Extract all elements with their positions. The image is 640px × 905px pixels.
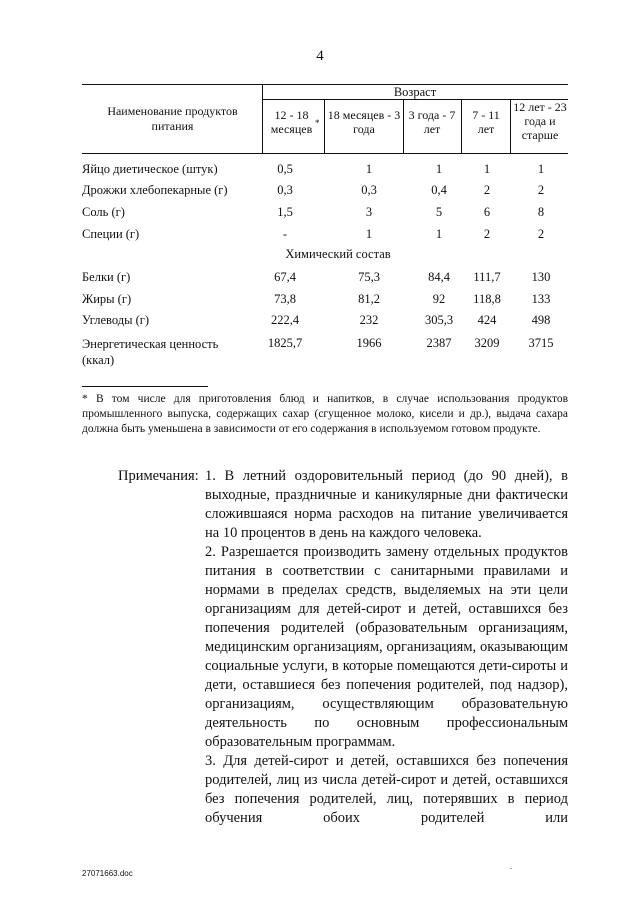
cell: 222,4 [270, 313, 300, 327]
table-row [82, 205, 568, 223]
cell: 0,3 [277, 183, 293, 197]
page-number: 4 [316, 48, 324, 64]
cell: 81,2 [358, 292, 380, 306]
header-age-group: 3 года - 7 лет [408, 108, 456, 136]
cell: 2 [483, 183, 491, 197]
cell: 2 [483, 227, 491, 241]
cell: 1966 [356, 336, 382, 350]
cell: 111,7 [473, 270, 501, 284]
row-name: Специи (г) [82, 227, 140, 241]
cell: 1 [365, 227, 373, 241]
column-divider [403, 99, 404, 153]
cell: 0,4 [431, 183, 447, 197]
cell: 0,5 [277, 162, 293, 176]
cell: 5 [435, 205, 443, 219]
header-age-group: 12 - 18 месяцев [270, 108, 313, 136]
cell: 498 [531, 313, 551, 327]
row-name: Углеводы (г) [82, 313, 150, 327]
corner-mark: . [510, 862, 512, 871]
column-divider [324, 99, 325, 153]
row-name: Белки (г) [82, 270, 131, 284]
note-item: 3. Для детей-сирот и детей, оставшихся без попечения родителей, лиц из числа детей-сирот и детей, оставшихся без попечения родителей, лиц, потерявших в период обучения обоих родителей или [205, 753, 568, 826]
cell: 6 [483, 205, 491, 219]
cell: 8 [537, 205, 545, 219]
cell: 305,3 [424, 313, 454, 327]
table-row [82, 336, 568, 370]
cell: 1 [483, 162, 491, 176]
cell: 2 [537, 227, 545, 241]
cell: 3715 [528, 336, 554, 350]
cell: 133 [531, 292, 551, 306]
cell: 0,3 [361, 183, 377, 197]
cell: 92 [432, 292, 446, 306]
notes-label: Примечания: [118, 468, 199, 484]
header-age-group: 12 лет - 23 года и старше [513, 100, 567, 142]
document-code: 27071663.doc [82, 869, 133, 878]
cell: 130 [531, 270, 551, 284]
column-divider [461, 99, 462, 153]
notes-list [205, 467, 568, 828]
section-title: Химический состав [285, 247, 391, 261]
cell: 3 [365, 205, 373, 219]
cell: - [282, 227, 288, 241]
row-name: Яйцо диетическое (штук) [82, 162, 218, 176]
row-name: Соль (г) [82, 205, 125, 219]
note-item: 1. В летний оздоровительный период (до 90 дней), в выходные, праздничные и каникулярные дни фактически сложившаяся норма расходов на питание увеличивается на 10 процентов в день на каждого человека. [205, 468, 568, 541]
cell: 75,3 [358, 270, 380, 284]
footnote: * В том числе для приготовления блюд и напитков, в случае использования продуктов промышленного выпуска, содержащих сахар (сгущенное молоко, кисели и др.), выдача сахара должна быть уменьшена в зависимости от его содержания в используемом готовом продукте. [82, 393, 568, 435]
cell: 2 [537, 183, 545, 197]
cell: 1 [435, 227, 443, 241]
cell: 1,5 [277, 205, 293, 219]
cell: 84,4 [428, 270, 450, 284]
header-product-name: Наименование продуктов питания [107, 104, 238, 133]
row-name: Дрожжи хлебопекарные (г) [82, 183, 228, 197]
footnote-marker: * [315, 118, 320, 128]
footnote-separator [82, 386, 208, 387]
table-row [82, 227, 568, 245]
table-row [82, 162, 568, 180]
header-age: Возраст [393, 85, 437, 99]
table-header-bottom-rule [82, 153, 568, 154]
cell: 1825,7 [267, 336, 303, 350]
cell: 73,8 [274, 292, 296, 306]
note-item: 2. Разрешается производить замену отдельных продуктов питания в соответствии с санитарными правилами и нормами в пределах средств, выделяемых на эти цели организациям для детей-сирот и детей, оставшихся без попечения родителей (образовательным организациям, медицинским организациям, организациям, оказывающим социальные услуги, в которые помещаются дети-сироты и дети, оставшиеся без попечения родителей, под надзор), организациям, осуществляющим образовательную деятельность по основным профессиональным образовательным программам. [205, 544, 568, 750]
table-row [82, 292, 568, 310]
cell: 3209 [474, 336, 500, 350]
cell: 232 [359, 313, 379, 327]
header-age-group: 18 месяцев - 3 года [327, 108, 401, 136]
header-age-group: 7 - 11 лет [472, 108, 500, 136]
cell: 118,8 [473, 292, 501, 306]
cell: 424 [477, 313, 497, 327]
cell: 1 [435, 162, 443, 176]
row-name: Жиры (г) [82, 292, 132, 306]
row-name: Энергетическая ценность (ккал) [82, 337, 219, 367]
cell: 67,4 [274, 270, 296, 284]
column-divider [510, 99, 511, 153]
table-row [82, 313, 568, 331]
cell: 2387 [426, 336, 452, 350]
cell: 1 [365, 162, 373, 176]
table-row [82, 183, 568, 201]
cell: 1 [537, 162, 545, 176]
table-row [82, 270, 568, 288]
